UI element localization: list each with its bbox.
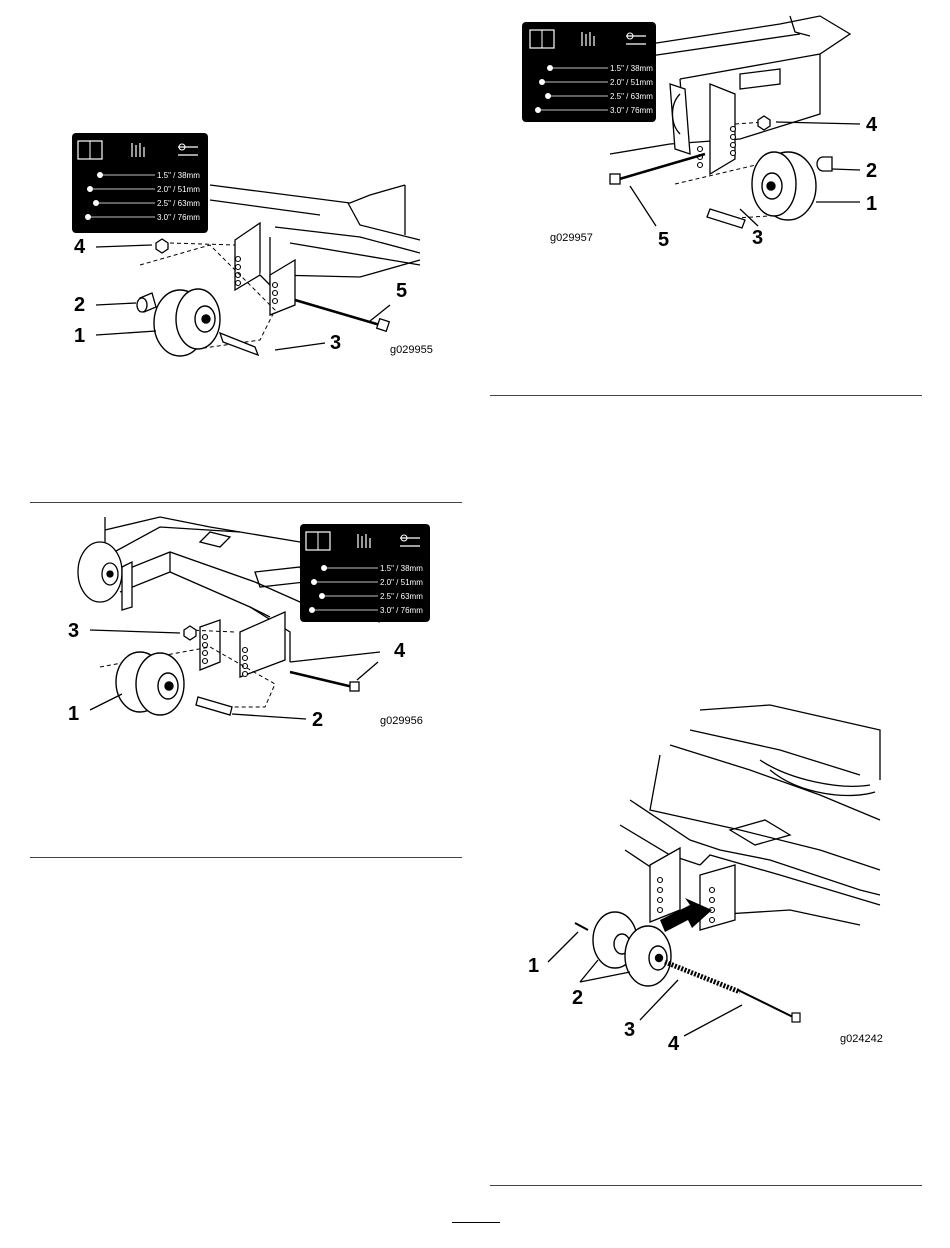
decal-setting: 2.5" / 63mm: [157, 199, 200, 208]
height-decal: [522, 22, 656, 122]
callout-5: 5: [658, 229, 670, 251]
height-decal: [300, 524, 430, 622]
decal-setting: 3.0" / 76mm: [380, 606, 423, 615]
figure-id: g029955: [390, 344, 433, 356]
decal-setting: 2.5" / 63mm: [610, 92, 653, 101]
caster-wheel: [593, 912, 671, 986]
callout-2: 2: [572, 987, 584, 1009]
callout-2: 2: [74, 294, 86, 316]
callout-4: 4: [74, 236, 86, 258]
callout-3: 3: [752, 227, 764, 249]
section-divider: [30, 857, 462, 858]
callout-3: 3: [330, 332, 342, 354]
callout-4: 4: [866, 114, 878, 136]
callout-5: 5: [396, 280, 408, 302]
page-footer-rule: [452, 1222, 500, 1223]
section-divider: [30, 502, 462, 503]
callout-4: 4: [394, 640, 406, 662]
callout-1: 1: [74, 325, 86, 347]
figure-g029957: [520, 14, 890, 250]
callout-1: 1: [68, 703, 80, 725]
section-divider: [490, 1185, 922, 1186]
decal-setting: 2.0" / 51mm: [610, 78, 653, 87]
decal-setting: 2.0" / 51mm: [380, 578, 423, 587]
decal-setting: 3.0" / 76mm: [610, 106, 653, 115]
callout-2: 2: [866, 160, 878, 182]
callout-3: 3: [624, 1019, 636, 1041]
decal-setting: 2.0" / 51mm: [157, 185, 200, 194]
section-divider: [490, 395, 922, 396]
caster-wheel: [752, 152, 816, 220]
figure-id: g029957: [550, 232, 593, 244]
figure-g024242: [520, 700, 890, 1055]
callout-1: 1: [528, 955, 540, 977]
decal-setting: 1.5" / 38mm: [380, 564, 423, 573]
callout-4: 4: [668, 1033, 680, 1055]
callout-1: 1: [866, 193, 878, 215]
callout-3: 3: [68, 620, 80, 642]
caster-wheel: [116, 652, 184, 715]
decal-setting: 3.0" / 76mm: [157, 213, 200, 222]
caster-wheel: [154, 289, 220, 356]
decal-setting: 1.5" / 38mm: [157, 171, 200, 180]
decal-setting: 2.5" / 63mm: [380, 592, 423, 601]
figure-id: g029956: [380, 715, 423, 727]
figure-g029955: [60, 125, 433, 360]
callout-2: 2: [312, 709, 324, 731]
figure-g029956: [60, 512, 440, 744]
figure-id: g024242: [840, 1033, 883, 1045]
decal-setting: 1.5" / 38mm: [610, 64, 653, 73]
height-decal: [72, 133, 208, 233]
